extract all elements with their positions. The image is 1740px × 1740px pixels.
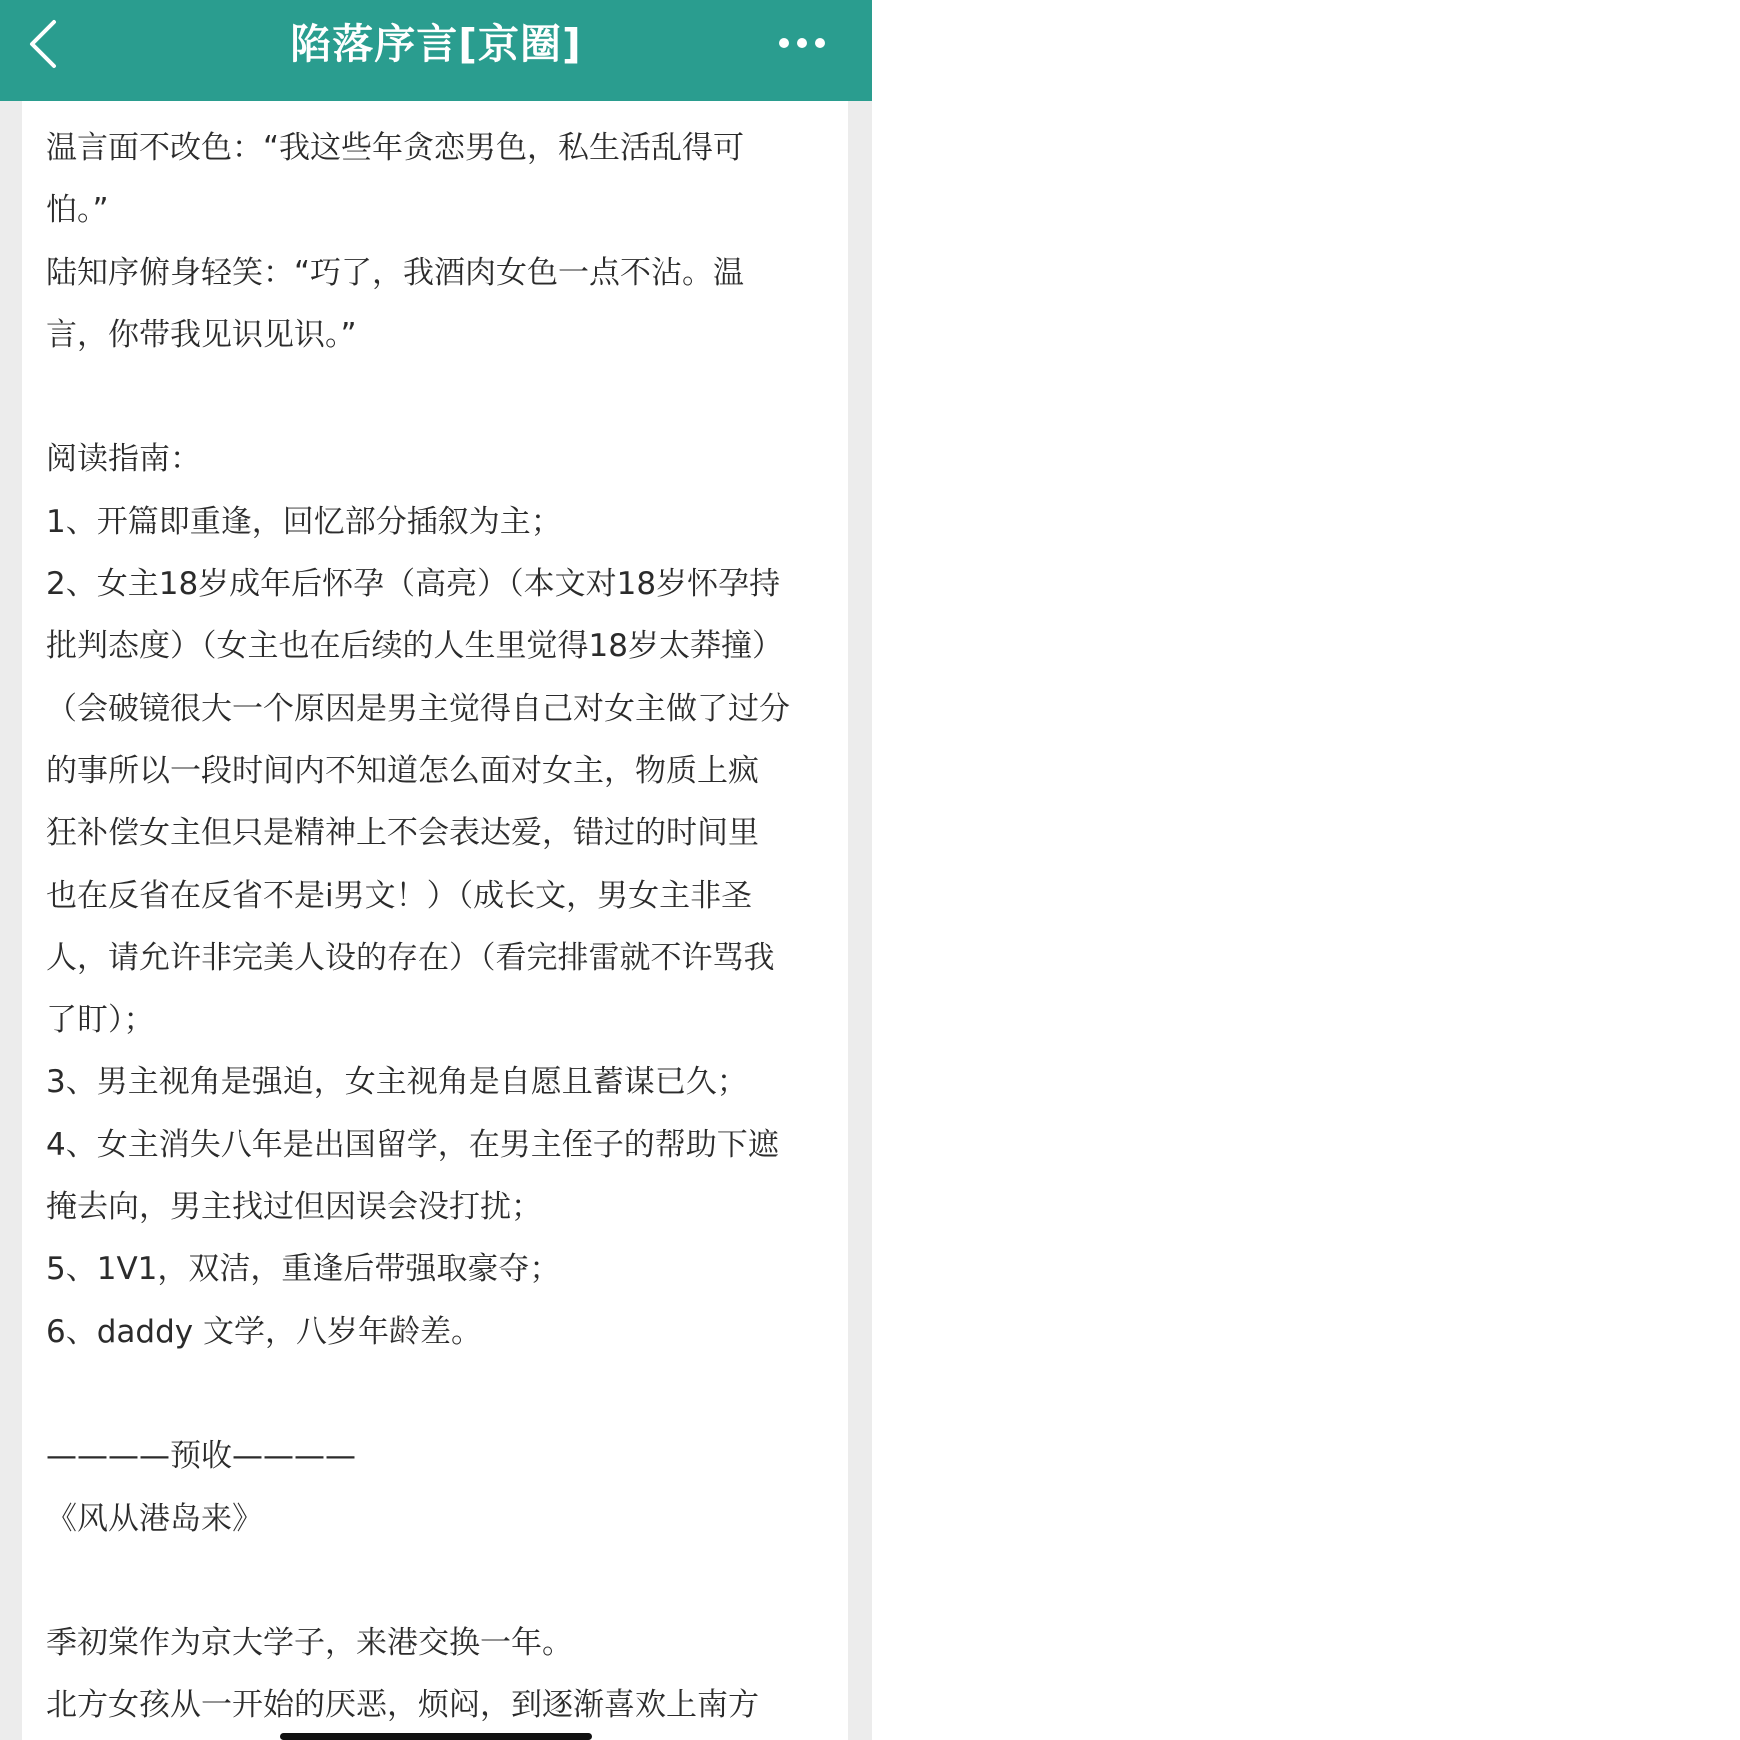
text-line: 批判态度）（女主也在后续的人生里觉得18岁太莽撞） [46,628,783,665]
text-line: 也在反省在反省不是i男文！）（成长文，男女主非圣 [46,877,753,914]
chevron-left-icon [24,16,68,72]
text-line: 阅读指南： [46,441,201,478]
text-line: ————预收———— [46,1438,356,1475]
text-line: 季初棠作为京大学子，来港交换一年。 [46,1625,573,1662]
back-button[interactable] [24,16,68,72]
text-line: 《风从港岛来》 [46,1500,263,1537]
text-line: （会破镜很大一个原因是男主觉得自己对女主做了过分 [46,690,790,727]
blank-line [46,366,842,428]
text-line: 4、女主消失八年是出国留学，在男主侄子的帮助下遮 [46,1126,779,1163]
more-options-button[interactable] [772,26,832,60]
text-line: 言，你带我见识见识。” [46,316,357,353]
text-line: 了盯）； [46,1002,155,1039]
text-line: 人，请允许非完美人设的存在）（看完排雷就不许骂我 [46,939,775,976]
home-indicator[interactable] [280,1733,592,1740]
text-line: 温言面不改色：“我这些年贪恋男色，私生活乱得可 [46,130,745,166]
text-line: 5、1V1，双洁，重逢后带强取豪夺； [46,1251,561,1288]
more-horizontal-icon [772,26,832,60]
chapter-text [46,117,842,1737]
text-line: 陆知序俯身轻笑：“巧了，我酒肉女色一点不沾。温 [46,254,745,291]
text-line: 北方女孩从一开始的厌恶，烦闷，到逐渐喜欢上南方 [46,1687,759,1724]
text-line: 1、开篇即重逢，回忆部分插叙为主； [46,503,562,540]
text-line: 怕。” [46,192,109,229]
text-line: 3、男主视角是强迫，女主视角是自愿且蓄谋已久； [46,1064,748,1101]
top-nav-bar [0,0,872,101]
text-line: 掩去向，男主找过但因误会没打扰； [46,1189,542,1226]
text-line: 2、女主18岁成年后怀孕（高亮）（本文对18岁怀孕持 [46,566,781,603]
chapter-content[interactable] [22,101,848,1740]
text-line: 狂补偿女主但只是精神上不会表达爱，错过的时间里 [46,815,759,852]
book-title: 陷落序言[京圈] [290,20,582,68]
blank-line [46,1550,842,1612]
blank-line [46,1363,842,1425]
text-line: 6、daddy 文学，八岁年龄差。 [46,1313,482,1350]
text-line: 的事所以一段时间内不知道怎么面对女主，物质上疯 [46,752,759,789]
